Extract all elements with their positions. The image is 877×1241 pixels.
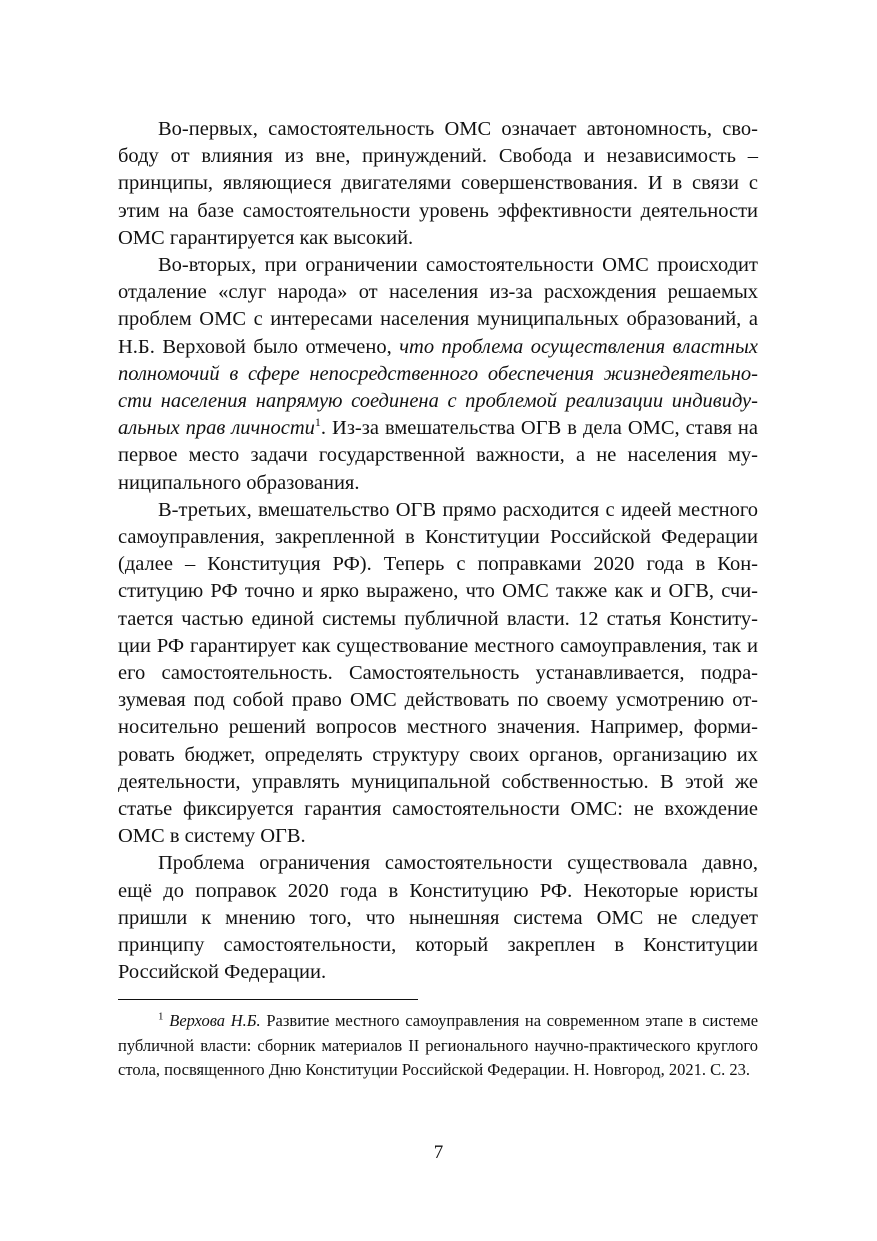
page-number: 7 [433,1142,444,1163]
paragraph [118,850,758,986]
footnote-divider [118,999,418,1000]
paragraph-text: . Из-за вмешательства ОГВ в дела ОМС, ставя на первое место задачи государственной важности, а не населения муниципального образования. [118,417,758,494]
footnote-marker: 1 [158,1010,164,1023]
paragraph [118,116,758,252]
paragraph-text: Во-вторых, при ограничении самостоятельности ОМС происходит отдаление «слуг народа» от населения из-за расхождения решаемых проблем ОМС с интересами населения муниципальных образований, а Н.Б. Верховой было отмечено, [118,254,758,358]
footnote [118,1009,758,1083]
paragraph-text: Проблема ограничения самостоятельности существовала давно, ещё до поправок 2020 года в Конституцию РФ. Некоторые юристы пришли к мнению того, что нынешняя система ОМС не следует принципу самостоятельности, который закреплен в Конституции Российской Федерации. [118,852,758,984]
footnote-text: Развитие местного самоуправления на современном этапе в системе публичной власти: сборник материалов II регионального научно-практического круглого стола, посвященного Дню Конституции Российской Федерации. Н. Новгород, 2021. С. 23. [118,1011,759,1080]
paragraph [118,497,758,851]
footnote-author: Верхова Н.Б. [169,1011,261,1030]
italic-quote: что проблема осуществления властных полномочий в сфере непосредственного обеспечения жизнедеятельности населения напрямую соединена с проблемой реализации индивидуальных прав личности [118,335,758,440]
paragraph-text: Во-первых, самостоятельность ОМС означает автономность, свободу от влияния из вне, принуждений. Свобода и независимость – принципы, являющиеся двигателями совершенствования. И в связи с этим на базе самостоятельности уровень эффективности деятельности ОМС гарантируется как высокий. [118,118,758,249]
footnote-reference: 1 [314,415,321,430]
paragraph-text: В-третьих, вмешательство ОГВ прямо расходится с идеей местного самоуправления, закрепленной в Конституции Российской Федерации (далее – Конституция РФ). Теперь с поправками 2020 года в Конституцию РФ точно и ярко выражено, что ОМС также как и ОГВ, считается частью единой системы публичной власти. 12 статья Конституции РФ гарантирует как существование местного самоуправления, так и его самостоятельность. Самостоятельность устанавливается, подразумевая под собой право ОМС действовать по своему усмотрению относительно решений вопросов местного значения. Например, формировать бюджет, определять структуру своих органов, организацию их деятельности, управлять муниципальной собственностью. В этой же статье фиксируется гарантия самостоятельности ОМС: не вхождение ОМС в систему ОГВ. [118,498,758,848]
paragraph [118,252,758,497]
body-text [118,116,758,987]
